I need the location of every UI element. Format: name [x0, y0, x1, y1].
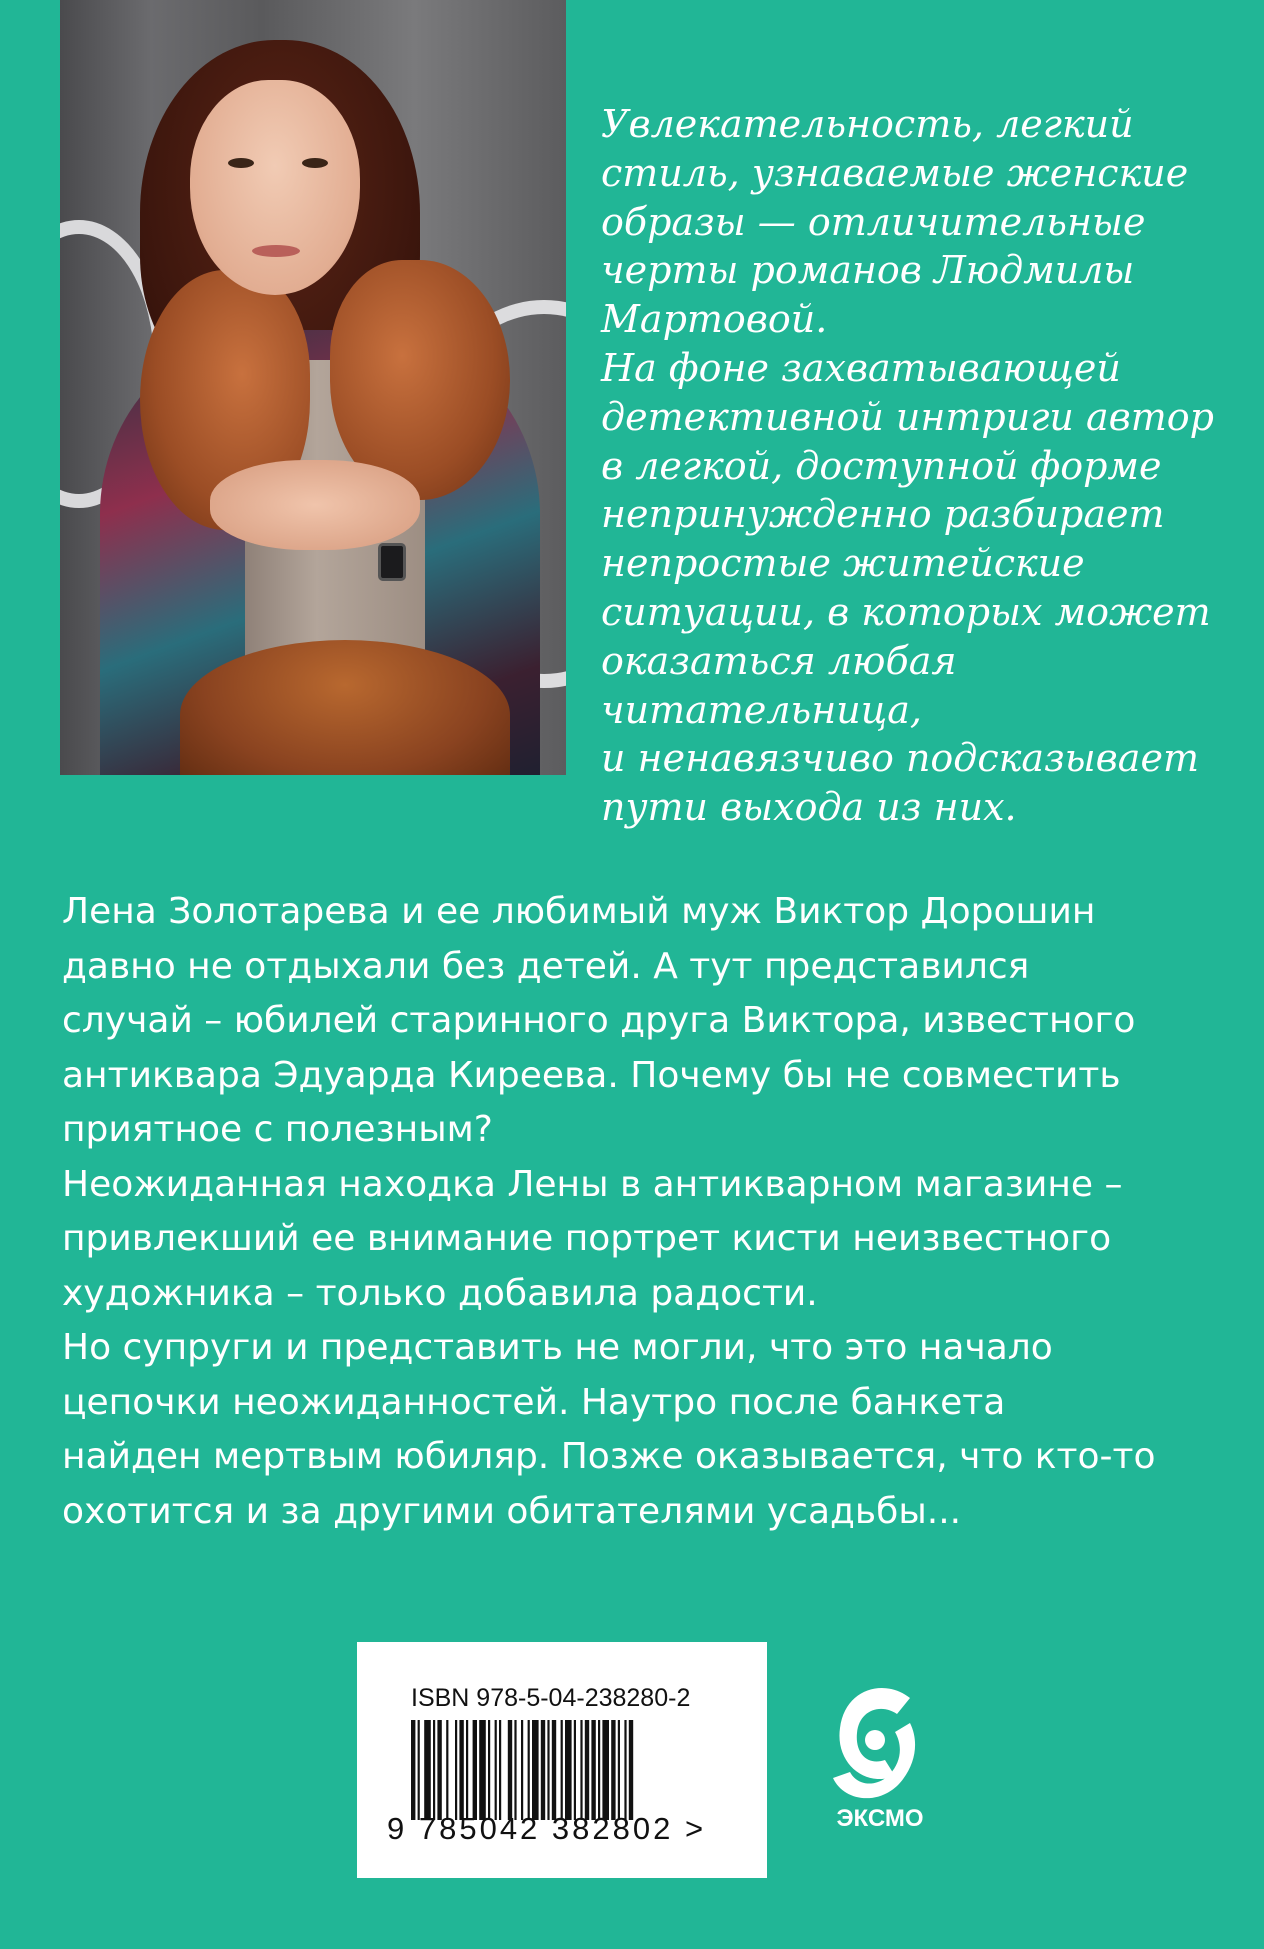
barcode-bar — [611, 1720, 615, 1820]
author-hands — [210, 460, 420, 550]
barcode-bar — [514, 1720, 516, 1820]
barcode-bar — [618, 1720, 620, 1820]
barcode-bar — [473, 1720, 477, 1820]
barcode-bar — [602, 1720, 609, 1820]
barcode-bar — [411, 1720, 415, 1820]
synopsis-line: охотится и за другими обитателями усадьбы... — [62, 1490, 962, 1532]
synopsis-line: антиквара Эдуарда Киреева. Почему бы не совместить — [62, 1054, 1121, 1096]
book-synopsis — [62, 885, 1262, 1539]
synopsis-line: художника – только добавила радости. — [62, 1272, 818, 1314]
blurb-line: Мартовой. — [601, 297, 828, 342]
blurb-line: детективной интриги автор — [601, 394, 1214, 439]
barcode-digits: 9 785042 382802 > — [387, 1811, 707, 1846]
barcode-bar — [499, 1720, 501, 1820]
barcode-bar — [479, 1720, 486, 1820]
synopsis-line: давно не отдыхали без детей. А тут представился — [62, 945, 1030, 987]
blurb-line: стиль, узнаваемые женские — [601, 150, 1189, 195]
synopsis-line: приятное с полезным? — [62, 1109, 493, 1150]
barcode-bar — [433, 1720, 435, 1820]
blurb-line: непринужденно разбирает — [601, 492, 1165, 537]
blurb-line: образы — отличительные — [601, 199, 1146, 244]
barcode-bar — [418, 1720, 420, 1820]
barcode-bar — [459, 1720, 463, 1820]
barcode-bar — [598, 1720, 600, 1820]
blurb-line: непростые житейские — [601, 541, 1085, 586]
blurb-line: пути выхода из них. — [601, 785, 1017, 830]
barcode-box — [357, 1642, 767, 1878]
blurb-line: черты романов Людмилы — [601, 248, 1135, 293]
blurb-line: Увлекательность, легкий — [601, 102, 1134, 146]
barcode-bar — [574, 1720, 576, 1820]
barcode-bar — [446, 1720, 448, 1820]
publisher-name: ЭКСМО — [836, 1805, 924, 1832]
synopsis-line: случай – юбилей старинного друга Виктора, известного — [62, 1000, 1136, 1041]
barcode-bars — [411, 1720, 711, 1820]
barcode-bar — [624, 1720, 626, 1820]
barcode-bar — [424, 1720, 431, 1820]
synopsis-line: Лена Золотарева и ее любимый муж Виктор Дорошин — [62, 891, 1096, 932]
barcode-bar — [521, 1720, 523, 1820]
barcode-bar — [528, 1720, 530, 1820]
author-eye — [302, 158, 328, 168]
author-eye — [228, 158, 254, 168]
author-blurb — [601, 100, 1241, 832]
barcode-bar — [565, 1720, 572, 1820]
barcode-bar — [508, 1720, 512, 1820]
blurb-line: и ненавязчиво подсказывает — [601, 736, 1199, 781]
blurb-line: На фоне захватывающей — [601, 345, 1121, 390]
blurb-line: ситуации, в которых может — [601, 589, 1211, 634]
barcode-bar — [466, 1720, 468, 1820]
barcode-bar — [585, 1720, 589, 1820]
barcode-bar — [561, 1720, 563, 1820]
author-face — [190, 80, 360, 295]
barcode-bar — [541, 1720, 545, 1820]
isbn-label: ISBN 978-5-04-238280-2 — [411, 1684, 691, 1712]
synopsis-line: Неожиданная находка Лены в антикварном магазине – — [62, 1163, 1123, 1205]
barcode-bar — [629, 1720, 633, 1820]
barcode-bar — [437, 1720, 441, 1820]
barcode-bar — [547, 1720, 549, 1820]
barcode-bar — [591, 1720, 595, 1820]
synopsis-line: цепочки неожиданностей. Наутро после банкета — [62, 1381, 1006, 1423]
barcode-bar — [580, 1720, 582, 1820]
barcode-bar — [488, 1720, 490, 1820]
barcode-bar — [532, 1720, 539, 1820]
barcode-bar — [495, 1720, 497, 1820]
synopsis-line: найден мертвым юбиляр. Позже оказывается, что кто-то — [62, 1436, 1156, 1477]
blurb-line: оказаться любая читательница, — [601, 638, 957, 732]
barcode-bar — [455, 1720, 457, 1820]
barcode-bar — [552, 1720, 556, 1820]
blurb-line: в легкой, доступной форме — [601, 443, 1162, 488]
synopsis-line: Но супруги и представить не могли, что это начало — [62, 1327, 1053, 1368]
wristwatch — [378, 543, 406, 581]
synopsis-line: привлекший ее внимание портрет кисти неизвестного — [62, 1218, 1112, 1259]
author-photo — [60, 0, 566, 775]
author-mouth — [252, 245, 300, 257]
